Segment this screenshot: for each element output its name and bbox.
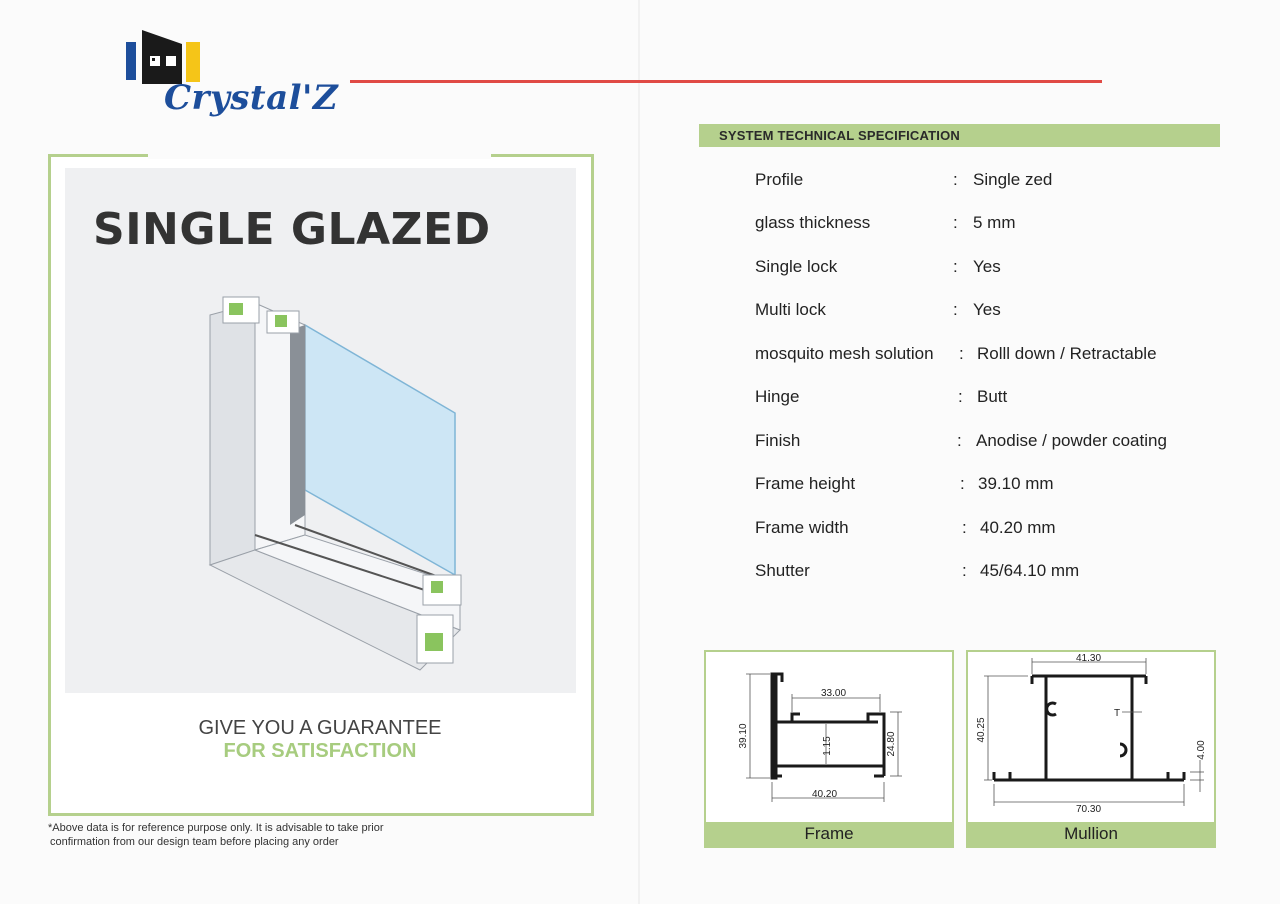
- spec-colon: :: [957, 431, 962, 450]
- disclaimer: [48, 821, 468, 849]
- header-rule: [350, 80, 1102, 83]
- frame-dim-right: 24.80: [886, 731, 897, 757]
- mullion-dim-t: T: [1114, 708, 1121, 719]
- spec-label: Frame width: [755, 518, 849, 537]
- disclaimer-line1: *Above data is for reference purpose only. It is advisable to take prior: [48, 822, 384, 834]
- mullion-dim-height: 40.25: [976, 717, 987, 743]
- mullion-dim-top: 41.30: [1076, 653, 1102, 664]
- spec-label: Multi lock: [755, 300, 826, 319]
- spec-row: [755, 257, 1225, 281]
- spec-value: Single zed: [973, 170, 1053, 189]
- tagline-line2: FOR SATISFACTION: [223, 740, 417, 762]
- spec-value: 5 mm: [973, 213, 1016, 232]
- spec-colon: :: [953, 170, 958, 189]
- spec-colon: :: [959, 344, 964, 363]
- mullion-caption: Mullion: [968, 822, 1214, 846]
- spec-colon: :: [962, 561, 967, 580]
- spec-row: [755, 431, 1225, 455]
- house-logo-icon: [124, 26, 324, 86]
- spec-colon: :: [958, 387, 963, 406]
- mullion-dim-right: 4.00: [1196, 740, 1207, 760]
- frame-dim-top: 33.00: [821, 688, 847, 699]
- spec-label: mosquito mesh solution: [755, 344, 934, 363]
- spec-value: Butt: [977, 387, 1008, 406]
- spec-row: [755, 170, 1225, 194]
- spec-label: Hinge: [755, 387, 800, 406]
- spec-row: [755, 387, 1225, 411]
- spec-colon: :: [953, 300, 958, 319]
- spec-row: [755, 518, 1225, 542]
- spec-row: [755, 300, 1225, 324]
- spec-value: 45/64.10 mm: [980, 561, 1080, 580]
- spec-label: Single lock: [755, 257, 838, 276]
- spec-label: Finish: [755, 431, 801, 450]
- spec-value: 39.10 mm: [978, 474, 1054, 493]
- spec-colon: :: [953, 257, 958, 276]
- frame-drawing: [704, 650, 954, 848]
- frame-caption: Frame: [706, 822, 952, 846]
- page-spine: [638, 0, 640, 904]
- spec-row: [755, 344, 1225, 368]
- spec-value: Yes: [973, 257, 1001, 276]
- tagline-line1: GIVE YOU A GUARANTEE: [198, 717, 442, 739]
- spec-value: Yes: [973, 300, 1001, 319]
- spec-row: [755, 561, 1225, 585]
- spec-label: Frame height: [755, 474, 856, 493]
- spec-value: Anodise / powder coating: [976, 431, 1167, 450]
- mullion-drawing: [966, 650, 1216, 848]
- frame-dim-height: 39.10: [738, 723, 749, 749]
- spec-label: glass thickness: [755, 213, 871, 232]
- spec-row: [755, 213, 1225, 237]
- frame-section-diagram: [706, 652, 952, 822]
- spec-value: 40.20 mm: [980, 518, 1056, 537]
- disclaimer-line2: confirmation from our design team before placing any order: [50, 836, 339, 848]
- brand-logo: [124, 26, 339, 126]
- brand-name: Crystal'Z: [164, 78, 339, 118]
- frame-dim-inner: 1.15: [822, 736, 833, 756]
- spec-header-title: SYSTEM TECHNICAL SPECIFICATION: [719, 128, 960, 143]
- mullion-section-diagram: [968, 652, 1214, 822]
- spec-label: Shutter: [755, 561, 810, 580]
- spec-value: Rolll down / Retractable: [977, 344, 1157, 363]
- spec-colon: :: [962, 518, 967, 537]
- mullion-dim-bottom: 70.30: [1076, 804, 1102, 815]
- frame-dim-bottom: 40.20: [812, 789, 838, 800]
- product-title: SINGLE GLAZED: [93, 204, 491, 255]
- spec-colon: :: [960, 474, 965, 493]
- spec-label: Profile: [755, 170, 804, 189]
- window-profile-illustration: [195, 285, 485, 685]
- spec-colon: :: [953, 213, 958, 232]
- spec-header: [699, 124, 1220, 147]
- spec-row: [755, 474, 1225, 498]
- card-frame-gap: [148, 151, 491, 159]
